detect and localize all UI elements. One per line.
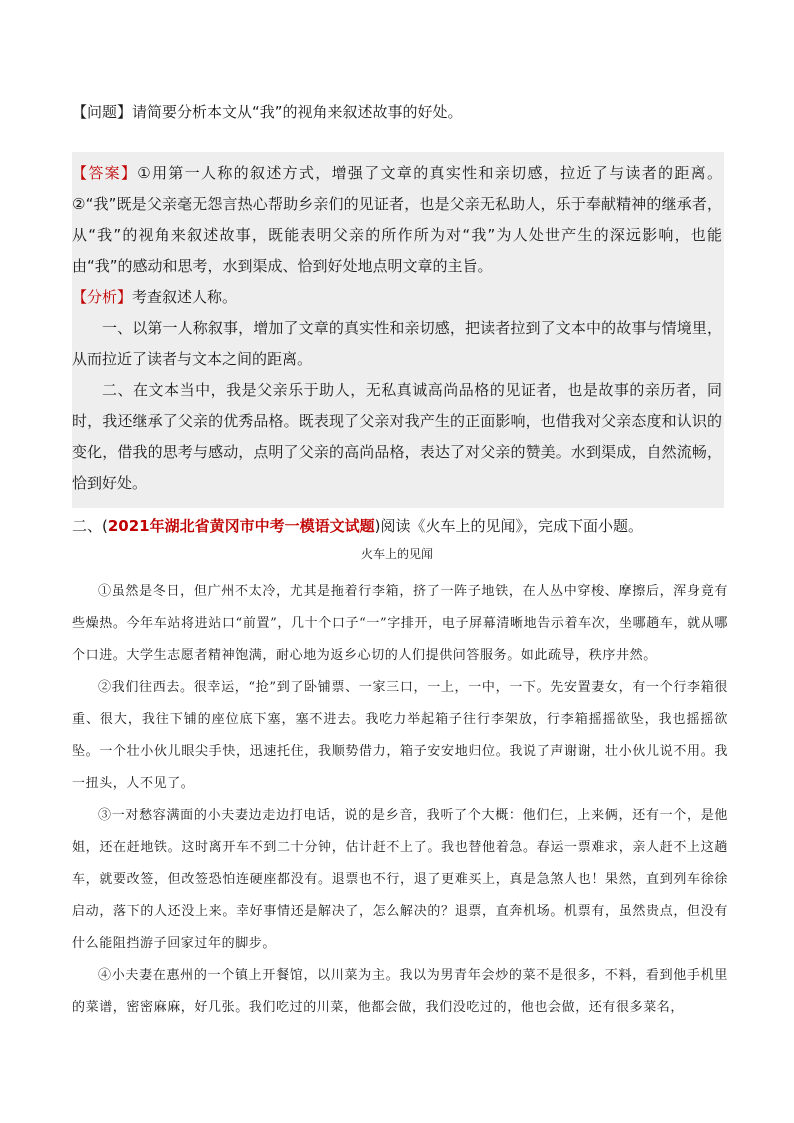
answer-paragraph xyxy=(72,158,722,282)
analysis-point-1: 一、以第一人称叙事，增加了文章的真实性和亲切感，把读者拉到了文本中的故事与情境里，从而拉近了读者与文本之间的距离。 xyxy=(72,319,722,368)
analysis-label: 【分析】 xyxy=(72,288,133,306)
analysis-point-2: 二、在文本当中，我是父亲乐于助人，无私真诚高尚品格的见证者，也是故事的亲历者，同时，我还继承了父亲的优秀品格。既表现了父亲对我产生的正面影响，也借我对父亲态度和认识的变化，借我的思考与感动，点明了父亲的高尚品格，表达了对父亲的赞美。水到渠成，自然流畅，恰到好处。 xyxy=(72,381,722,492)
story-paragraph: ②我们往西去。很幸运，“抢”到了卧铺票、一家三口，一上，一中，一下。先安置妻女，有一个行李箱很重、很大，我往下铺的座位底下塞，塞不进去。我吃力举起箱子往行李架放，行李箱摇摇欲坠，我也摇摇欲坠。一个壮小伙儿眼尖手快，迅速托住，我顺势借力，箱子安安地归位。我说了声谢谢，壮小伙儿说不用。我一扭头，人不见了。 xyxy=(72,680,728,791)
answer-label: 【答案】 xyxy=(72,164,138,182)
analysis-intro: 考查叙述人称。 xyxy=(132,288,238,306)
section-suffix: )阅读《火车上的见闻》，完成下面小题。 xyxy=(374,517,643,535)
question xyxy=(72,101,732,123)
story-title: 火车上的见闻 xyxy=(360,547,433,561)
section-source: 2021年湖北省黄冈市中考一模语文试题 xyxy=(107,517,375,535)
analysis-heading xyxy=(72,282,722,313)
story-paragraph: ③一对愁容满面的小夫妻边走边打电话，说的是乡音，我听了个大概：他们仨，上来俩，还有一个，是他姐，还在赶地铁。这时离开车不到二十分钟，估计赶不上了。我也替他着急。春运一票难求，亲人赶不上这趟车，就要改签，但改签恐怕连硬座都没有。退票也不行，退了更难买上，真是急煞人也！果然，直到列车徐徐启动，落下的人还没上来。幸好事情还是解决了，怎么解决的？退票，直奔机场。机票有，虽然贵点，但没有什么能阻挡游子回家过年的脚步。 xyxy=(72,808,728,951)
story-body xyxy=(72,576,728,1024)
story-paragraph: ①虽然是冬日，但广州不太冷，尤其是拖着行李箱，挤了一阵子地铁，在人丛中穿梭、摩擦后，浑身竟有些燥热。今年车站将进站口“前置”，几十个口子“一”字排开，电子屏幕清晰地告示着车次，坐哪趟车，就从哪个口进。大学生志愿者精神饱满，耐心地为返乡心切的人们提供问答服务。如此疏导，秩序井然。 xyxy=(72,584,728,663)
answer-text: ①用第一人称的叙述方式，增强了文章的真实性和亲切感，拉近了与读者的距离。②“我”既是父亲毫无怨言热心帮助乡亲们的见证者，也是父亲无私助人，乐于奉献精神的继承者，从“我”的视角来叙述故事，既能表明父亲的所作所为对“我”为人处世产生的深远影响，也能由“我”的感动和思考，水到渠成、恰到好处地点明文章的主旨。 xyxy=(72,164,722,275)
section-heading xyxy=(72,514,732,538)
section-prefix: 二、( xyxy=(72,517,108,535)
story-paragraph: ④小夫妻在惠州的一个镇上开餐馆，以川菜为主。我以为男青年会炒的菜不是很多，不料，看到他手机里的菜谱，密密麻麻，好几张。我们吃过的川菜，他都会做，我们没吃过的，他也会做，还有很多菜名， xyxy=(72,968,728,1015)
question-text: 请简要分析本文从“我”的视角来叙述故事的好处。 xyxy=(132,103,463,121)
question-label: 【问题】 xyxy=(72,103,133,121)
answer-analysis-text xyxy=(72,158,722,499)
